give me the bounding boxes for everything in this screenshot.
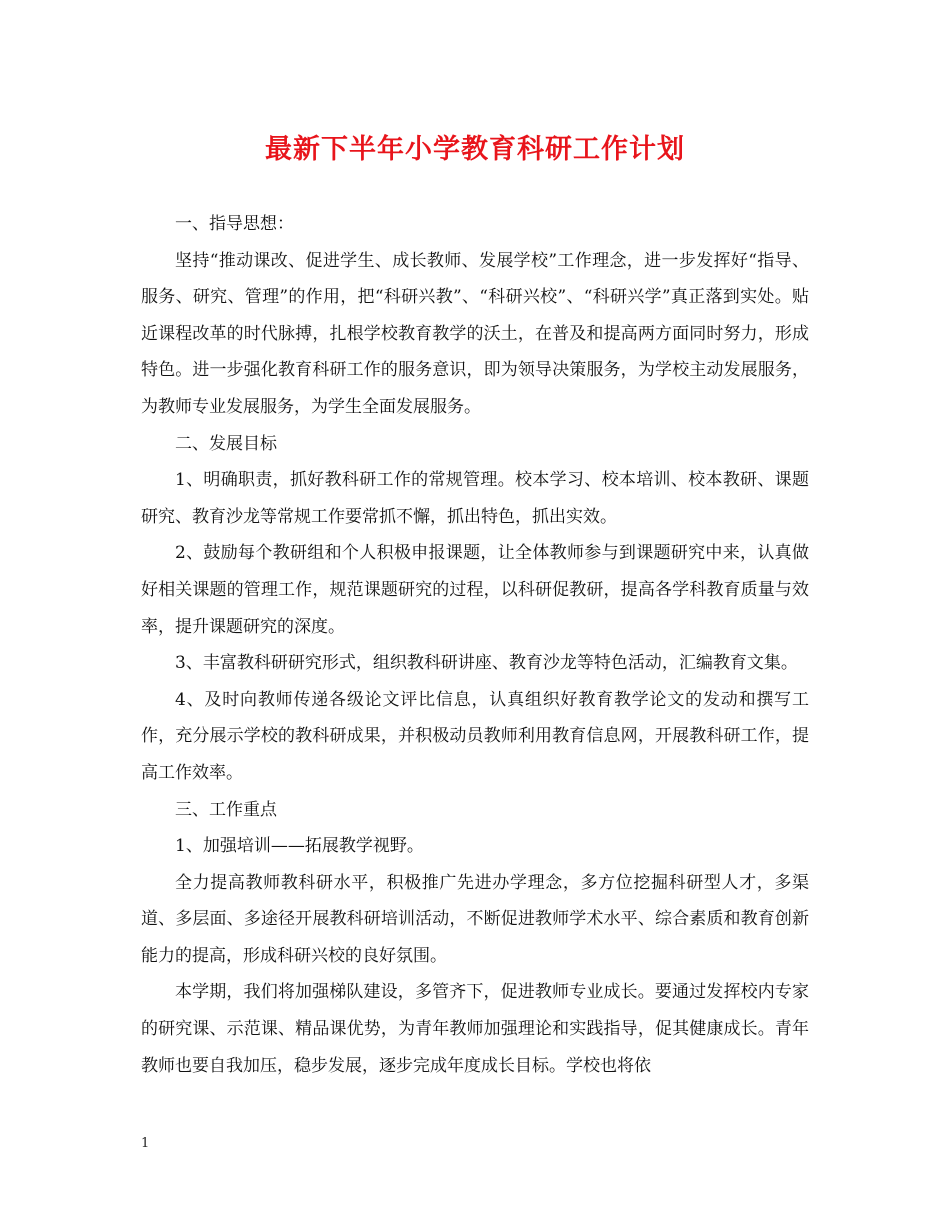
paragraph-heading-work-focus: 三、工作重点 bbox=[175, 799, 277, 820]
paragraph: 2、鼓励每个教研组和个人积极申报课题，让全体教师参与到课题研究中来，认真做好相关课题的管理工作，规范课题研究的过程，以科研促教研，提高各学科教育质量与效率，提升课题研究的深度。 bbox=[141, 543, 809, 637]
paragraph-subheading: 1、加强培训——拓展教学视野。 bbox=[175, 836, 424, 857]
paragraph: 坚持“推动课改、促进学生、成长教师、发展学校”工作理念，进一步发挥好“指导、服务、研究、管理”的作用，把“科研兴教”、“科研兴校”、“科研兴学”真正落到实处。贴近课程改革的时代脉搏，扎根学校教育教学的沃土，在普及和提高两方面同时努力，形成特色。进一步强化教育科研工作的服务意识，即为领导决策服务，为学校主动发展服务，为教师专业发展服务，为学生全面发展服务。 bbox=[141, 250, 809, 417]
paragraph: 3、丰富教科研研究形式，组织教科研讲座、教育沙龙等特色活动，汇编教育文集。 bbox=[175, 653, 798, 674]
document-body bbox=[141, 206, 809, 1084]
document-title: 最新下半年小学教育科研工作计划 bbox=[265, 134, 685, 165]
paragraph: 全力提高教师教科研水平，积极推广先进办学理念，多方位挖掘科研型人才，多渠道、多层面、多途径开展教科研培训活动，不断促进教师学术水平、综合素质和教育创新能力的提高，形成科研兴校的良好氛围。 bbox=[141, 872, 809, 966]
paragraph-heading-development-goals: 二、发展目标 bbox=[175, 433, 277, 454]
paragraph: 本学期，我们将加强梯队建设，多管齐下，促进教师专业成长。要通过发挥校内专家的研究课、示范课、精品课优势，为青年教师加强理论和实践指导，促其健康成长。青年教师也要自我加压，稳步发展，逐步完成年度成长目标。学校也将依 bbox=[141, 982, 809, 1076]
paragraph: 4、及时向教师传递各级论文评比信息，认真组织好教育教学论文的发动和撰写工作，充分展示学校的教科研成果，并积极动员教师利用教育信息网，开展教科研工作，提高工作效率。 bbox=[141, 689, 809, 783]
paragraph-heading-guiding-thought: 一、指导思想： bbox=[175, 214, 294, 234]
page-number: 1 bbox=[141, 1136, 150, 1151]
paragraph: 1、明确职责，抓好教科研工作的常规管理。校本学习、校本培训、校本教研、课题研究、教育沙龙等常规工作要常抓不懈，抓出特色，抓出实效。 bbox=[141, 470, 809, 527]
